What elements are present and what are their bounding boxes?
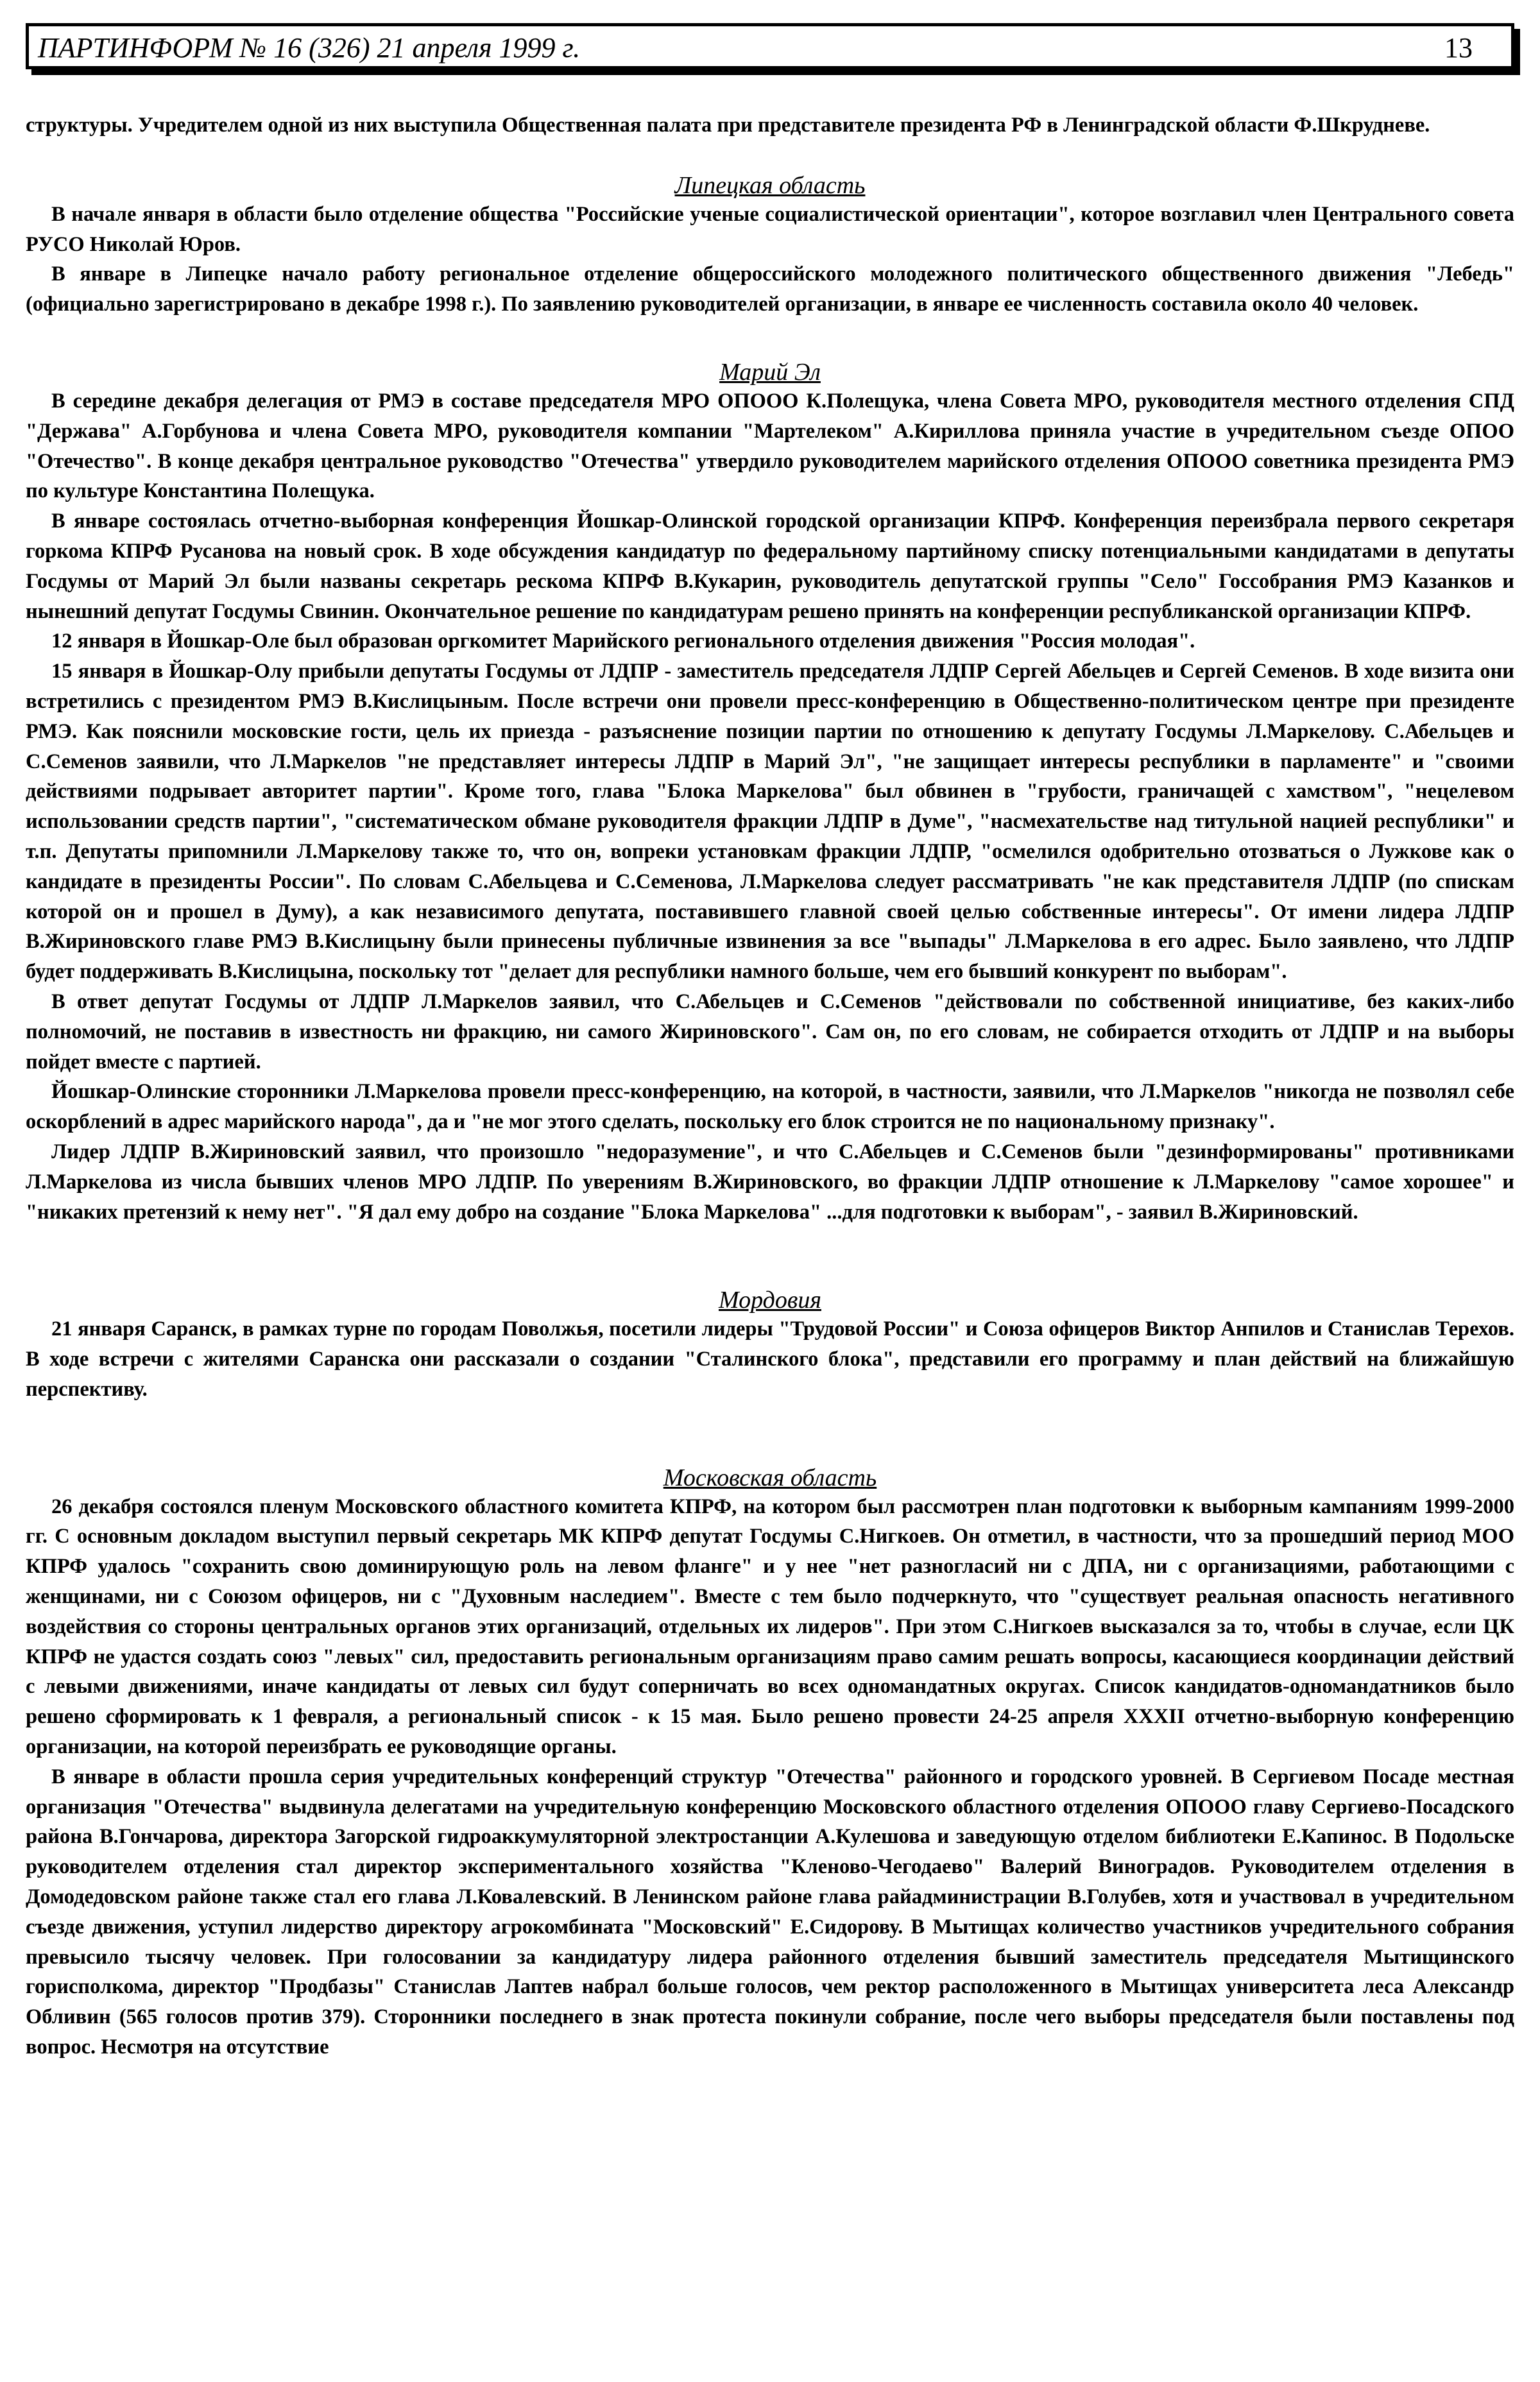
section-mordovia <box>26 1286 1514 1404</box>
newsletter-page <box>26 23 1514 2062</box>
section-mariy-el <box>26 358 1514 1227</box>
page-header <box>26 23 1514 69</box>
paragraph: В январе в Липецке начало работу региональное отделение общероссийского молодежного политического общественного движения "Лебедь" (официально зарегистрировано в декабре 1998 г.). По заявлению руководителей организации, в январе ее численность составила около 40 человек. <box>26 262 1514 316</box>
section-title: Мордовия <box>719 1287 821 1314</box>
paragraph: 21 января Саранск, в рамках турне по городам Поволжья, посетили лидеры "Трудовой России" и Союза офицеров Виктор Анпилов и Станислав Терехов. В ходе встречи с жителями Саранска они рассказали о создании "Сталинского блока", представили его программу и план действий на ближайшую перспективу. <box>26 1317 1514 1401</box>
page-number: 13 <box>1444 32 1473 64</box>
section-title: Марий Эл <box>719 358 821 386</box>
paragraph: В ответ депутат Госдумы от ЛДПР Л.Маркелов заявил, что С.Абельцев и С.Семенов "действовали по собственной инициативе, без каких-либо полномочий, не поставив в известность ни фракцию, ни самого Жириновского". Сам он, по его словам, не собирается отходить от ЛДПР и на выборы пойдет вместе с партией. <box>26 990 1514 1074</box>
paragraph: Лидер ЛДПР В.Жириновский заявил, что произошло "недоразумение", и что С.Абельцев и С.Семенов были "дезинформированы" противниками Л.Маркелова из числа бывших членов МРО ЛДПР. По уверениям В.Жириновского, во фракции ЛДПР отношение к Л.Маркелову "самое хорошее" и "никаких претензий к нему нет". "Я дал ему добро на создание "Блока Маркелова" ...для подготовки к выборам", - заявил В.Жириновский. <box>26 1140 1514 1224</box>
paragraph: В начале января в области было отделение общества "Российские ученые социалистической ориентации", которое возглавил член Центрального совета РУСО Николай Юров. <box>26 202 1514 256</box>
paragraph: В середине декабря делегация от РМЭ в составе председателя МРО ОПООО К.Полещука, члена Совета МРО, руководителя местного отделения СПД "Держава" А.Горбунова и члена Совета МРО, руководителя компании "Мартелеком" А.Кириллова приняла участие в учредительном съезде ОПОО "Отечество". В конце декабря центральное руководство "Отечества" утвердило руководителем марийского отделения ОПООО советника президента РМЭ по культуре Константина Полещука. <box>26 389 1514 503</box>
section-lipetsk <box>26 171 1514 320</box>
article-body <box>26 110 1514 2062</box>
intro-paragraph: структуры. Учредителем одной из них выступила Общественная палата при представителе президента РФ в Ленинградской области Ф.Шкрудневе. <box>26 114 1430 137</box>
section-title: Липецкая область <box>674 171 866 199</box>
paragraph: 15 января в Йошкар-Олу прибыли депутаты Госдумы от ЛДПР - заместитель председателя ЛДПР Сергей Абельцев и Сергей Семенов. В ходе визита они встретились с президентом РМЭ В.Кислицыным. После встречи они провели пресс-конференцию в Общественно-политическом центре при президенте РМЭ. Как пояснили московские гости, цель их приезда - разъяснение позиции партии по отношению к депутату Госдумы Л.Маркелову. С.Абельцев и С.Семенов заявили, что Л.Маркелов "не представляет интересы ЛДПР в Марий Эл", "не защищает интересы республики в парламенте" и "своими действиями подрывает авторитет партии". Кроме того, глава "Блока Маркелова" был обвинен в "грубости, граничащей с хамством", "нецелевом использовании средств партии", "систематическом обмане руководителя фракции ЛДПР в Думе", "насмехательстве над титульной нацией республики" и т.п. Депутаты припомнили Л.Маркелову также то, что он, вопреки установкам фракции ЛДПР, "осмелился одобрительно отозваться о Лужкове как о кандидате в президенты России". По словам С.Абельцева и С.Семенова, Л.Маркелова следует рассматривать "не как представителя ЛДПР (по спискам которой он и прошел в Думу), а как независимого депутата, поставившего главной своей целью собственные интересы". От имени лидера ЛДПР В.Жириновского главе РМЭ В.Кислицыну были принесены публичные извинения за все "выпады" Л.Маркелова в его адрес. Было заявлено, что ЛДПР будет поддерживать В.Кислицына, поскольку тот "делает для республики намного больше, чем его бывший конкурент по выборам". <box>26 660 1514 984</box>
publication-title: ПАРТИНФОРМ № 16 (326) 21 апреля 1999 г. <box>38 32 581 64</box>
section-moscow-oblast <box>26 1464 1514 2062</box>
paragraph: 26 декабря состоялся пленум Московского областного комитета КПРФ, на котором был рассмотрен план подготовки к выборным кампаниям 1999-2000 гг. С основным докладом выступил первый секретарь МК КПРФ депутат Госдумы С.Нигкоев. Он отметил, в частности, что за прошедший период МОО КПРФ удалось "сохранить свою доминирующую роль на левом фланге" и у нее "нет разногласий ни с ДПА, ни с организациями, работающими с женщинами, ни с Союзом офицеров, ни с "Духовным наследием". Вместе с тем было подчеркнуто, что "существует реальная опасность негативного воздействия со стороны центральных органов этих организаций, отдельных их лидеров". При этом С.Нигкоев высказался за то, чтобы в случае, если ЦК КПРФ не удастся создать союз "левых" сил, предоставить региональным организациям право самим решать вопросы, касающиеся координации действий с левыми движениями, иначе кандидаты от левых сил будут соперничать во всех одномандатных округах. Список кандидатов-одномандатников было решено сформировать к 1 февраля, а региональный список - к 15 мая. Было решено провести 24-25 апреля XXXII отчетно-выборную конференцию организации, на которой переизбрать ее руководящие органы. <box>26 1495 1514 1759</box>
paragraph: В январе состоялась отчетно-выборная конференция Йошкар-Олинской городской организации КПРФ. Конференция переизбрала первого секретаря горкома КПРФ Русанова на новый срок. В ходе обсуждения кандидатур по федеральному партийному списку потенциальными кандидатами в депутаты Госдумы от Марий Эл были названы секретарь рескома КПРФ В.Кукарин, руководитель депутатской группы "Село" Госсобрания РМЭ Казанков и нынешний депутат Госдумы Свинин. Окончательное решение по кандидатурам решено принять на конференции республиканской организации КПРФ. <box>26 510 1514 623</box>
paragraph: Йошкар-Олинские сторонники Л.Маркелова провели пресс-конференцию, на которой, в частности, заявили, что Л.Маркелов "никогда не позволял себе оскорблений в адрес марийского народа", да и "не мог этого сделать, поскольку его блок строится не по национальному признаку". <box>26 1080 1514 1134</box>
section-title: Московская область <box>663 1464 877 1491</box>
paragraph: В январе в области прошла серия учредительных конференций структур "Отечества" районного и городского уровней. В Сергиевом Посаде местная организация "Отечества" выдвинула делегатами на учредительную конференцию Московского областного отделения ОПООО главу Сергиево-Посадского района В.Гончарова, директора Загорской гидроаккумуляторной электростанции А.Кулешова и заведующую отделом библиотеки Е.Капинос. В Подольске руководителем отделения стал директор экспериментального хозяйства "Кленово-Чегодаево" Валерий Виноградов. Руководителем отделения в Домодедовском районе также стал его глава Л.Ковалевский. В Ленинском районе глава райадминистрации В.Голубев, хотя и участвовал в учредительном съезде движения, уступил лидерство директору агрокомбината "Московский" Е.Сидорову. В Мытищах количество участников учредительного собрания превысило тысячу человек. При голосовании за кандидатуру лидера районного отделения бывший заместитель председателя Мытищинского горисполкома, директор "Продбазы" Станислав Лаптев набрал больше голосов, чем ректор расположенного в Мытищах университета леса Александр Обливин (565 голосов против 379). Сторонники последнего в знак протеста покинули собрание, после чего выборы председателя были поставлены под вопрос. Несмотря на отсутствие <box>26 1765 1514 2059</box>
paragraph: 12 января в Йошкар-Оле был образован оргкомитет Марийского регионального отделения движения "Россия молодая". <box>51 630 1195 653</box>
